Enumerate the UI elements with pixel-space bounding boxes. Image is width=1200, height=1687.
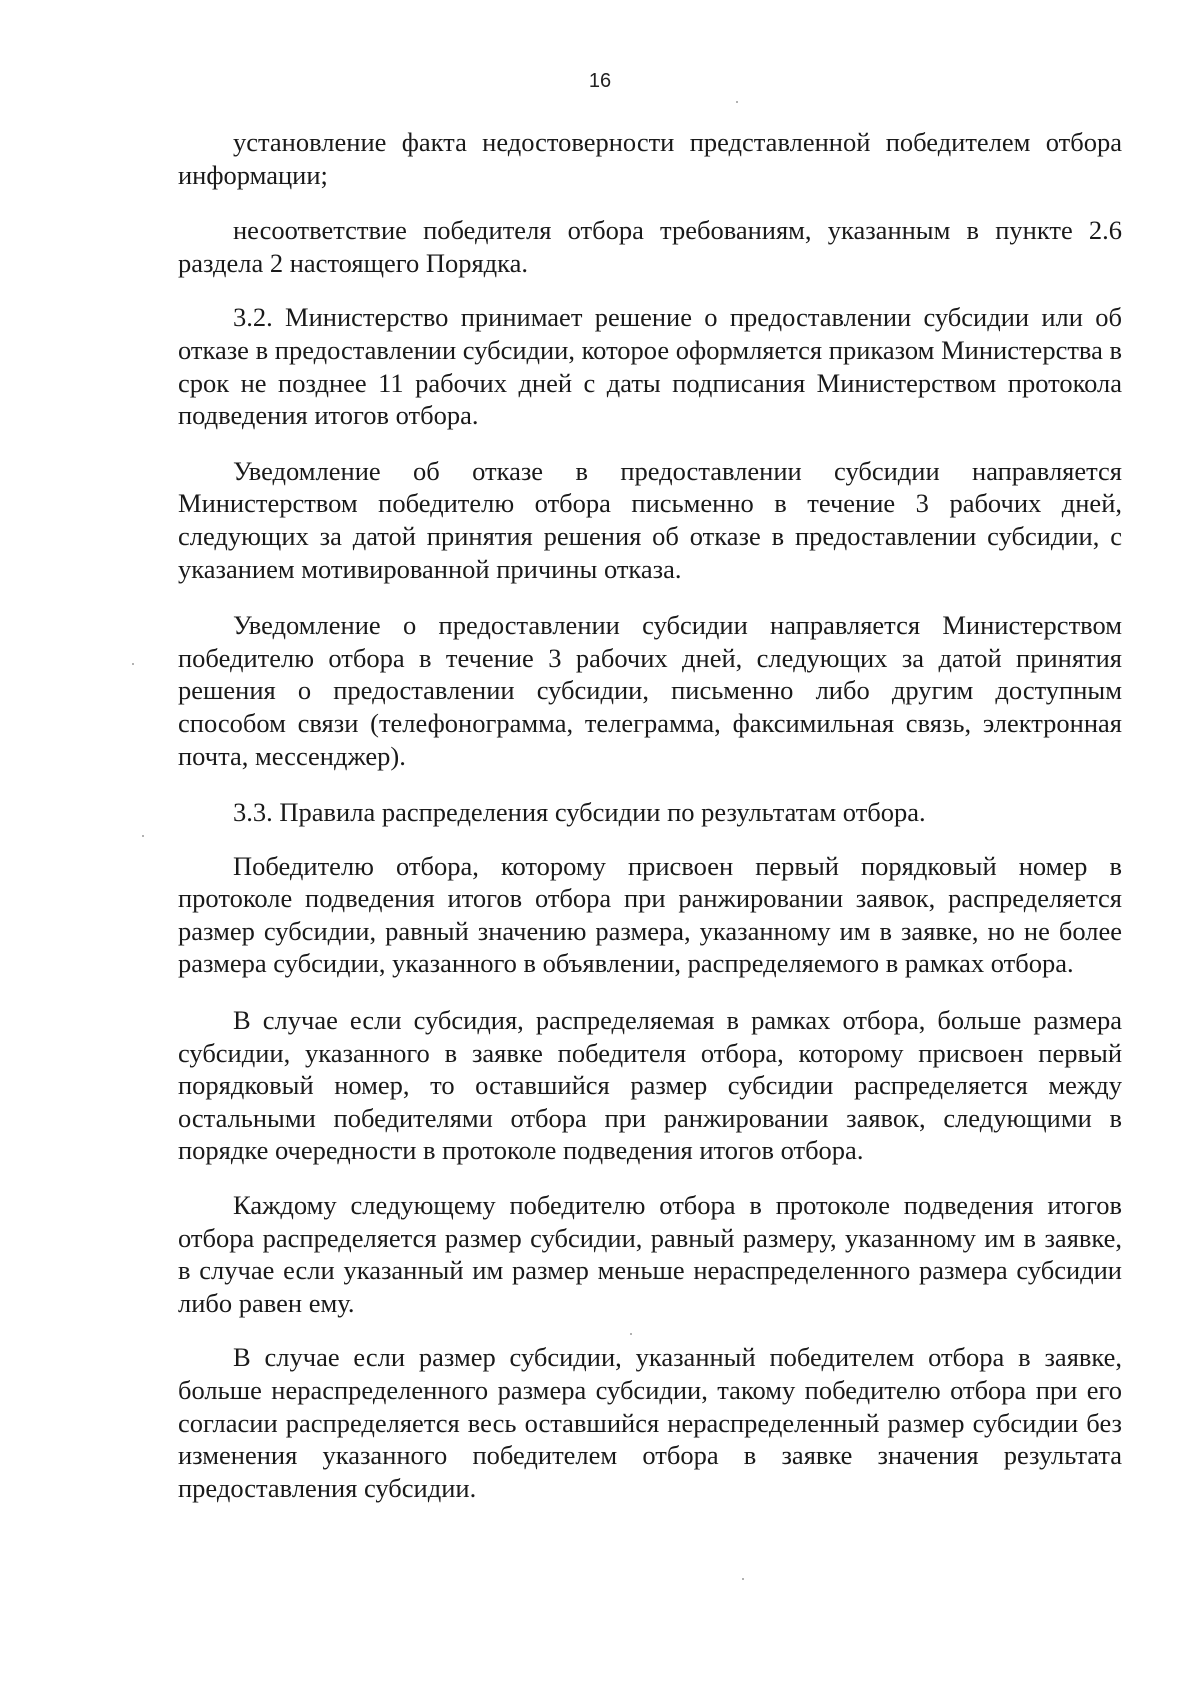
paragraph-section-3-3: 3.3. Правила распределения субсидии по результатам отбора. (233, 797, 926, 828)
paragraph-section-3-2: 3.2. Министерство принимает решение о предоставлении субсидии или об отказе в предоставлении субсидии, которое оформляется приказом Министерства в срок не позднее 11 рабочих дней с даты подписания Министерством протокола подведения итогов отбора. (178, 302, 1122, 431)
paragraph-first-winner: Победителю отбора, которому присвоен первый порядковый номер в протоколе подведения итогов отбора при ранжировании заявок, распределяется размер субсидии, равный значению размера, указанному им в заявке, но не более размера субсидии, указанного в объявлении, распределяемого в рамках отбора. (178, 850, 1122, 979)
scan-speck (142, 835, 144, 837)
paragraph-next-winner: Каждому следующему победителю отбора в протоколе подведения итогов отбора распределяется размер субсидии, равный размеру, указанному им в заявке, в случае если указанный им размер меньше нераспределенного размера субсидии либо равен ему. (178, 1190, 1122, 1318)
paragraph-unreliable-information: установление факта недостоверности представленной победителем отбора информации; (178, 127, 1122, 190)
document-body (178, 126, 1122, 1530)
paragraph-grant-notice: Уведомление о предоставлении субсидии направляется Министерством победителю отбора в течение 3 рабочих дней, следующих за датой принятия решения о предоставлении субсидии, письменно либо другим доступным способом связи (телефонограмма, телеграмма, факсимильная связь, электронная почта, мессенджер). (178, 610, 1122, 771)
page-number: 16 (588, 70, 612, 92)
paragraph-requirements-mismatch: несоответствие победителя отбора требованиям, указанным в пункте 2.6 раздела 2 настоящего Порядка. (178, 215, 1122, 278)
scan-speck (742, 1578, 744, 1580)
scan-speck (132, 663, 134, 665)
paragraph-excess-request: В случае если размер субсидии, указанный победителем отбора в заявке, больше нераспределенного размера субсидии, такому победителю отбора при его согласии распределяется весь оставшийся нераспределенный размер субсидии без изменения указанного победителем отбора в заявке значения результата предоставления субсидии. (178, 1342, 1122, 1503)
paragraph-refusal-notice: Уведомление об отказе в предоставлении субсидии направляется Министерством победителю отбора письменно в течение 3 рабочих дней, следующих за датой принятия решения об отказе в предоставлении субсидии, с указанием мотивированной причины отказа. (178, 455, 1122, 584)
scan-speck (630, 1333, 632, 1335)
paragraph-remaining-distribution: В случае если субсидия, распределяемая в рамках отбора, больше размера субсидии, указанного в заявке победителя отбора, которому присвоен первый порядковый номер, то оставшийся размер субсидии распределяется между остальными победителями отбора при ранжировании заявок, следующими в порядке очередности в протоколе подведения итогов отбора. (178, 1005, 1122, 1166)
scan-speck (736, 101, 738, 103)
